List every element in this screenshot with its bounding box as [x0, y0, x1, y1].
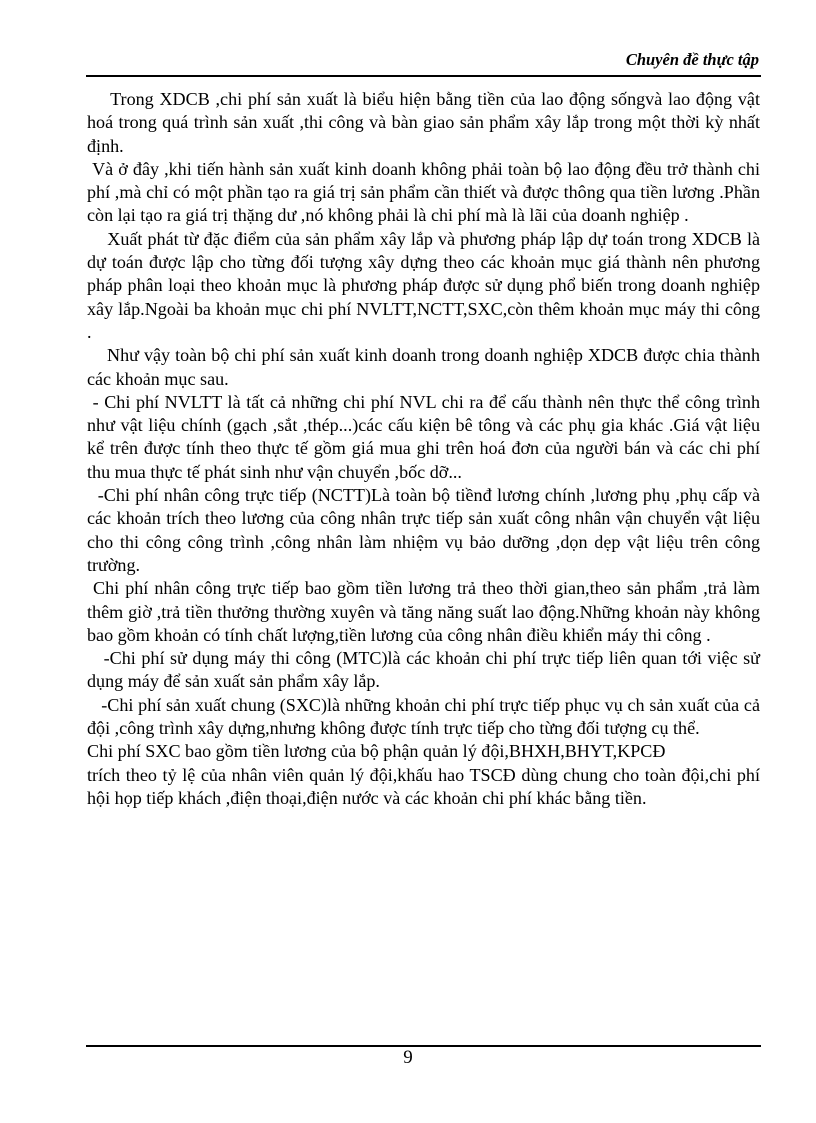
paragraph: -Chi phí sử dụng máy thi công (MTC)là các khoản chi phí trực tiếp liên quan tới việc sử dụng máy để sản xuất sản phẩm xây lắp.	[87, 648, 760, 692]
header-divider	[86, 75, 761, 77]
paragraph: -Chi phí sản xuất chung (SXC)là những khoản chi phí trực tiếp phục vụ ch sản xuất của cả đội ,công trình xây dựng,nhưng không được tính trực tiếp cho từng đối tượng cụ thể.	[87, 694, 760, 739]
paragraph: Chi phí nhân công trực tiếp bao gồm tiền lương trả theo thời gian,theo sản phẩm ,trả làm thêm giờ ,trả tiền thưởng thường xuyên và tăng năng suất lao động.Những khoản này không bao gồm khoản có tính chất lượng,tiền lương của công nhân điều khiển máy thi công .	[87, 578, 760, 645]
paragraph: Như vậy toàn bộ chi phí sản xuất kinh doanh trong doanh nghiệp XDCB được chia thành các khoản mục sau.	[87, 345, 760, 389]
page-header-title: Chuyên đề thực tập	[625, 50, 759, 69]
paragraph: trích theo tỷ lệ của nhân viên quản lý đội,khấu hao TSCĐ dùng chung cho toàn đội,chi phí hội họp tiếp khách ,điện thoại,điện nước và các khoản chi phí khác bằng tiền.	[87, 764, 760, 808]
paragraph: Và ở đây ,khi tiến hành sản xuất kinh doanh không phải toàn bộ lao động đều trở thành chi phí ,mà chỉ có một phần tạo ra giá trị sản phẩm cần thiết và được thông qua tiền lương .Phần còn lại tạo ra giá trị thặng dư ,nó không phải là chi phí mà là lãi của doanh nghiệp .	[87, 158, 760, 226]
page-number: 9	[403, 1047, 413, 1068]
paragraph: -Chi phí nhân công trực tiếp (NCTT)Là toàn bộ tiềnđ lương chính ,lương phụ ,phụ cấp và các khoản trích theo lương của công nhân trực tiếp sản xuất công nhân vận chuyển vật liệu cho thi công công trình ,công nhân làm nhiệm vụ bảo dưỡng ,dọn dẹp vật liệu trên công trường.	[87, 485, 760, 575]
paragraph: Trong XDCB ,chi phí sản xuất là biểu hiện bằng tiền của lao động sốngvà lao động vật hoá trong quá trình sản xuất ,thi công và bàn giao sản phẩm xây lắp trong một thời kỳ nhất định.	[87, 89, 760, 156]
paragraph: Xuất phát từ đặc điểm của sản phẩm xây lắp và phương pháp lập dự toán trong XDCB là dự toán được lập cho từng đối tượng xây dựng theo các khoản mục giá thành nên phương pháp phân loại theo khoản mục là phương pháp được sử dụng phổ biến trong doanh nghiệp xây lắp.Ngoài ba khoản mục chi phí NVLTT,NCTT,SXC,còn thêm khoản mục máy thi công .	[87, 228, 760, 342]
document-body	[87, 88, 760, 810]
paragraph: - Chi phí NVLTT là tất cả những chi phí NVL chi ra để cấu thành nên thực thể công trình như vật liệu chính (gạch ,sắt ,thép...)các cấu kiện bê tông và các phụ gia khác .Giá vật liệu kể trên được tính theo thực tế gồm giá mua ghi trên hoá đơn của người bán và các chi phí thu mua thực tế phát sinh như vận chuyển ,bốc dỡ...	[87, 391, 760, 482]
paragraph: Chi phí SXC bao gồm tiền lương của bộ phận quản lý đội,BHXH,BHYT,KPCĐ	[87, 741, 666, 762]
